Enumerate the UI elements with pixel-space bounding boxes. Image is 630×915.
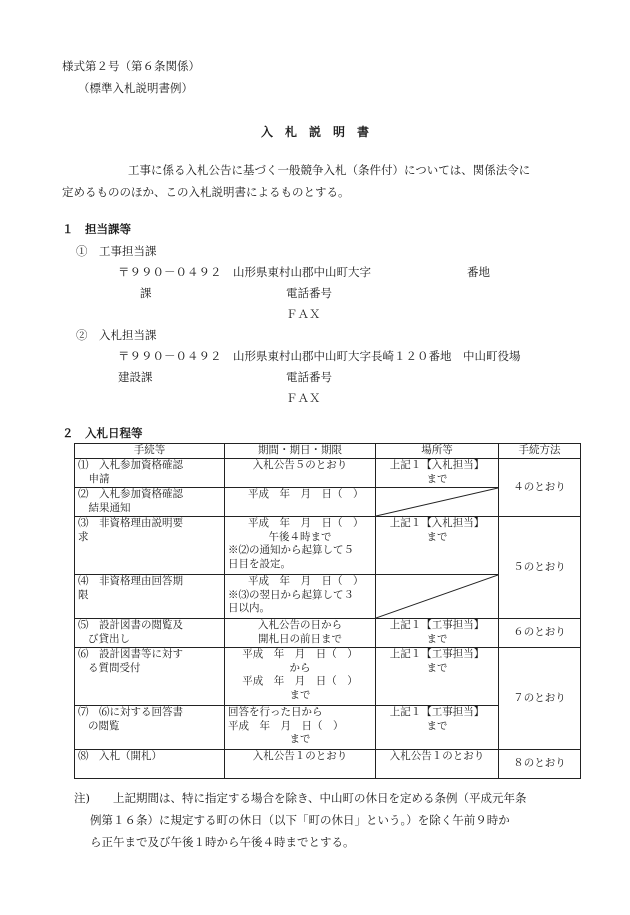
dept1-address: 〒９９０－０４９２ 山形県東村山郡中山町大字 [118,265,371,279]
table-row [75,459,581,488]
place-cell: 上記１【工事担当】 まで [376,706,499,750]
method-cell: ８のとおり [499,750,581,779]
column-header: 期間・期日・期限 [225,444,376,459]
place-cell: 上記１【入札担当】 まで [376,517,499,575]
dept2-ka: 建設課 [118,370,153,384]
period-cell: 入札公告１のとおり [225,750,376,779]
procedure-cell: ⑹ 設計図書等に対す る質問受付 [75,648,225,706]
dept1-tel: 電話番号 [286,286,332,300]
dept2-tel: 電話番号 [286,370,332,384]
procedure-cell: ⑷ 非資格理由回答期 限 [75,575,225,619]
period-cell: 入札公告５のとおり [225,459,376,488]
period-cell: 入札公告の日から 開札日の前日まで [225,619,376,648]
dept2-address: 〒９９０－０４９２ 山形県東村山郡中山町大字長崎１２０番地 中山町役場 [118,349,521,363]
note-line-2: 例第１６条）に規定する町の休日（以下「町の休日」という。）を除く午前９時か [90,813,510,827]
form-subtitle: （標準入札説明書例） [78,81,193,95]
section2-heading: ２ 入札日程等 [62,426,143,440]
method-cell: ５のとおり [499,517,581,619]
dept1-fax: ＦＡＸ [286,307,321,321]
procedure-cell: ⑴ 入札参加資格確認 申請 [75,459,225,488]
diagonal-slash [376,488,498,516]
method-cell: ４のとおり [499,459,581,517]
column-header: 場所等 [376,444,499,459]
table-header-row [75,444,581,459]
period-cell: 平成 年 月 日（ ） [225,488,376,517]
column-header: 手続等 [75,444,225,459]
place-cell: 入札公告１のとおり [376,750,499,779]
period-cell: 回答を行った日から 平成 年 月 日（ ） まで [225,706,376,750]
period-cell: 平成 年 月 日（ ） ※⑶の翌日から起算して３ 日以内。 [225,575,376,619]
note-line-3: ら正午まで及び午後１時から午後４時までとする。 [90,835,355,849]
dept2-label: ② 入札担当課 [76,328,157,342]
place-cell: 上記１【工事担当】 まで [376,648,499,706]
dept1-ka: 課 [140,286,152,300]
place-cell: 上記１【入札担当】 まで [376,459,499,488]
diagonal-slash [376,575,498,618]
method-cell: ６のとおり [499,619,581,648]
schedule-table [74,443,581,779]
period-cell: 平成 年 月 日（ ） から 平成 年 月 日（ ） まで [225,648,376,706]
intro-line-2: 定めるもののほか、この入札説明書によるものとする。 [62,185,350,199]
place-cell-blank [376,488,499,517]
table-row [75,619,581,648]
period-cell: 平成 年 月 日（ ） 午後４時まで ※⑵の通知から起算して５ 日目を設定。 [225,517,376,575]
table-row [75,517,581,575]
section1-heading: １ 担当課等 [62,222,131,236]
procedure-cell: ⑶ 非資格理由説明要 求 [75,517,225,575]
dept1-banchi: 番地 [467,265,490,279]
form-number: 様式第２号（第６条関係） [62,59,200,73]
procedure-cell: ⑸ 設計図書の閲覧及 び貸出し [75,619,225,648]
procedure-cell: ⑺ ⑹に対する回答書 の閲覧 [75,706,225,750]
intro-line-1: 工事に係る入札公告に基づく一般競争入札（条件付）については、関係法令に [128,163,531,177]
dept2-fax: ＦＡＸ [286,391,321,405]
dept1-label: ① 工事担当課 [76,244,157,258]
procedure-cell: ⑵ 入札参加資格確認 結果通知 [75,488,225,517]
table-row [75,648,581,706]
note-line-1: 注) 上記期間は、特に指定する場合を除き、中山町の休日を定める条例（平成元年条 [74,791,527,805]
method-cell: ７のとおり [499,648,581,750]
procedure-cell: ⑻ 入札（開札） [75,750,225,779]
place-cell: 上記１【工事担当】 まで [376,619,499,648]
document-title: 入 札 説 明 書 [261,125,370,139]
place-cell-blank [376,575,499,619]
column-header: 手続方法 [499,444,581,459]
table-row [75,750,581,779]
